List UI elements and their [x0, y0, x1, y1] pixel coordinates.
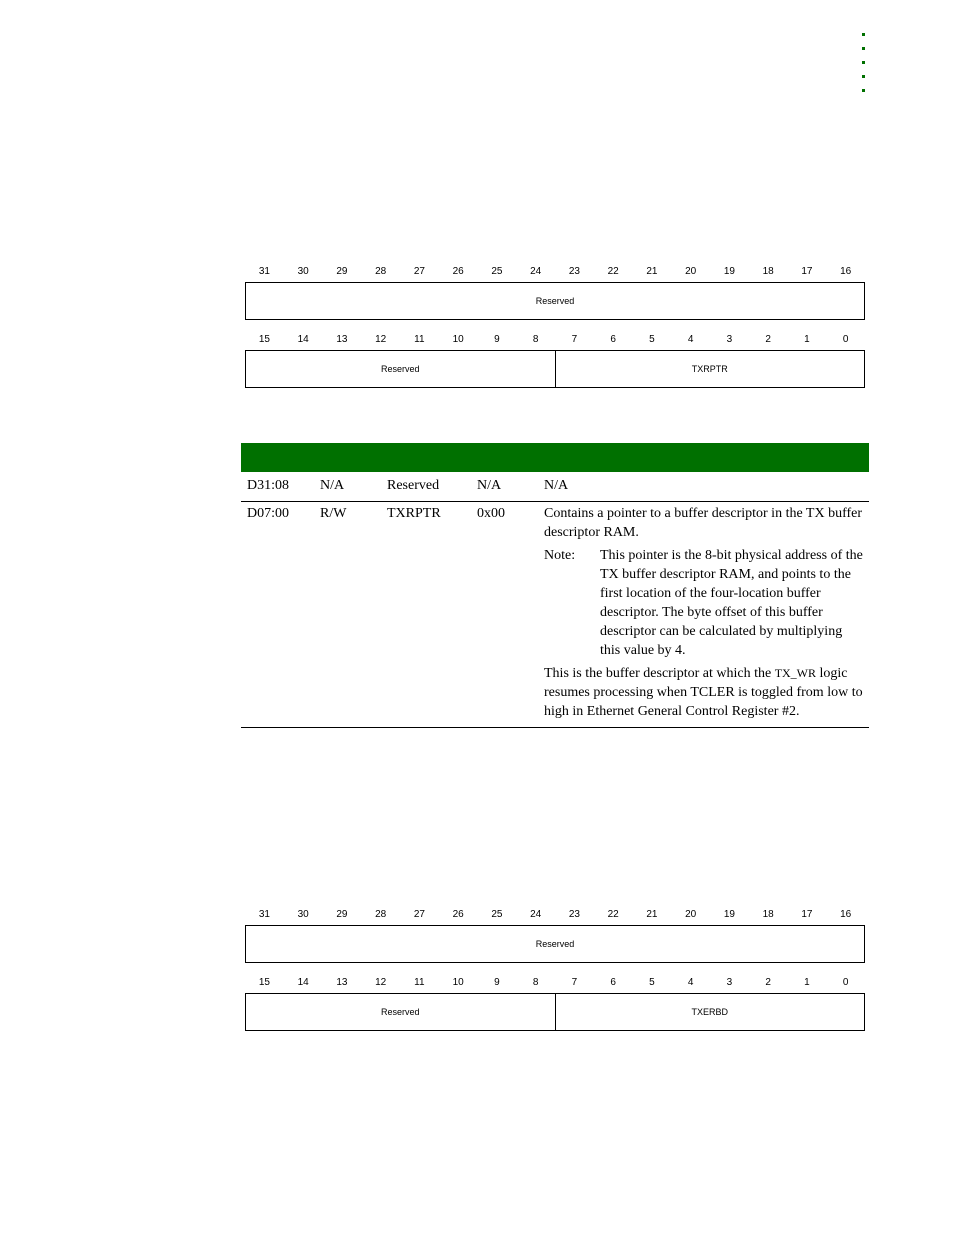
bit-number: 30: [297, 909, 309, 920]
bit-number: 11: [414, 334, 425, 345]
bit-number: 22: [607, 909, 619, 920]
table-header-bar: [241, 443, 869, 472]
bit-number: 1: [804, 334, 810, 345]
bit-number: 22: [607, 266, 619, 277]
bit-number: 26: [452, 909, 464, 920]
table-row: [241, 472, 869, 502]
bit-number: 7: [571, 977, 578, 988]
cell-mnemonic: TXRPTR: [387, 506, 441, 521]
bit-number: 8: [532, 977, 539, 988]
bit-number: 21: [646, 909, 658, 920]
cell-description: N/A: [544, 478, 569, 493]
register2-high-bit-numbers: [245, 908, 865, 922]
field-description-table: [241, 443, 869, 728]
register2-low-fields: [245, 993, 865, 1031]
signal-name: TX_WR: [774, 666, 817, 680]
bit-number: 26: [452, 266, 464, 277]
bit-number: 17: [801, 909, 813, 920]
bit-number: 18: [762, 909, 774, 920]
bit-number: 12: [375, 334, 387, 345]
bit-number: 29: [336, 909, 348, 920]
bit-number: 4: [687, 977, 694, 988]
bit-number: 20: [685, 909, 697, 920]
dot-icon: [862, 47, 865, 50]
bit-number: 14: [297, 977, 309, 988]
bit-number: 9: [494, 977, 500, 988]
bit-number: 19: [723, 266, 735, 277]
dot-icon: [862, 75, 865, 78]
bit-number: 19: [723, 909, 735, 920]
note-block: [544, 546, 864, 660]
description-text-2: [544, 664, 864, 721]
bit-number: 23: [568, 909, 580, 920]
bit-number: 9: [494, 334, 500, 345]
bit-number: 4: [687, 334, 694, 345]
register-field-reserved: Reserved: [535, 296, 575, 306]
bit-number: 13: [336, 334, 348, 345]
bit-number: 27: [413, 909, 425, 920]
bit-number: 29: [336, 266, 348, 277]
table-row: [241, 502, 869, 728]
bit-number: 18: [762, 266, 774, 277]
bit-number: 0: [842, 977, 849, 988]
bit-number: 17: [801, 266, 813, 277]
bit-number: 7: [571, 334, 578, 345]
cell-reset: N/A: [477, 478, 502, 493]
dot-icon: [862, 89, 865, 92]
register-field-txrptr: TXRPTR: [555, 351, 865, 387]
bit-number: 16: [840, 909, 852, 920]
bit-number: 8: [532, 334, 539, 345]
bit-number: 13: [336, 977, 348, 988]
bit-number: 25: [491, 266, 503, 277]
register1-low-bit-numbers: [245, 333, 865, 347]
register2-high-fields: [245, 925, 865, 963]
register-field-reserved: Reserved: [380, 364, 420, 374]
bit-number: 16: [840, 266, 852, 277]
bit-number: 12: [375, 977, 387, 988]
bit-number: 5: [649, 977, 655, 988]
cell-reset: 0x00: [477, 506, 505, 521]
dot-icon: [862, 61, 865, 64]
bit-number: 24: [530, 266, 542, 277]
bit-number: 28: [375, 909, 387, 920]
bit-number: 3: [726, 977, 733, 988]
register1-high-bit-numbers: [245, 265, 865, 279]
bit-number: 24: [530, 909, 542, 920]
bit-number: 30: [297, 266, 309, 277]
bit-number: 31: [258, 909, 270, 920]
bit-number: 11: [414, 977, 425, 988]
note-label: Note:: [544, 548, 576, 563]
bit-number: 15: [258, 977, 270, 988]
register1-high-fields: [245, 282, 865, 320]
bit-number: 3: [726, 334, 733, 345]
bit-number: 20: [685, 266, 697, 277]
bit-number: 25: [491, 909, 503, 920]
register-field-txerbd: TXERBD: [555, 994, 865, 1030]
description-text: Contains a pointer to a buffer descriptor in the TX buffer descriptor RAM.: [544, 506, 863, 540]
bit-number: 0: [842, 334, 849, 345]
dot-icon: [862, 33, 865, 36]
bit-number: 2: [765, 977, 771, 988]
register1-low-fields: [245, 350, 865, 388]
cell-mnemonic: Reserved: [387, 478, 440, 493]
bit-number: 27: [413, 266, 425, 277]
description-text-2a: This is the buffer descriptor at which the: [544, 666, 775, 681]
bit-number: 14: [297, 334, 309, 345]
register-field-reserved: Reserved: [380, 1007, 420, 1017]
margin-dots: [862, 33, 870, 103]
cell-description: [544, 504, 864, 721]
description-text-2b: logic resumes processing when TCLER is toggled from low to high in Ethernet General Control Register #2.: [544, 666, 863, 719]
bit-number: 21: [646, 266, 658, 277]
register2-low-bit-numbers: [245, 976, 865, 990]
cell-access: N/A: [320, 478, 345, 493]
bit-number: 10: [452, 334, 464, 345]
bit-number: 5: [649, 334, 655, 345]
bit-number: 10: [452, 977, 464, 988]
bit-number: 28: [375, 266, 387, 277]
cell-bits: D07:00: [247, 506, 289, 521]
bit-number: 31: [258, 266, 270, 277]
bit-number: 23: [568, 266, 580, 277]
cell-access: R/W: [320, 506, 347, 521]
bit-number: 1: [804, 977, 810, 988]
cell-bits: D31:08: [247, 478, 289, 493]
bit-number: 2: [765, 334, 771, 345]
bit-number: 6: [610, 977, 616, 988]
bit-number: 6: [610, 334, 616, 345]
note-text: This pointer is the 8-bit physical address of the TX buffer descriptor RAM, and points to the first location of the four-location buffer descriptor. The byte offset of this buffer descriptor can be calculated by multiplying this value by 4.: [600, 548, 863, 658]
register-field-reserved: Reserved: [535, 939, 575, 949]
bit-number: 15: [258, 334, 270, 345]
